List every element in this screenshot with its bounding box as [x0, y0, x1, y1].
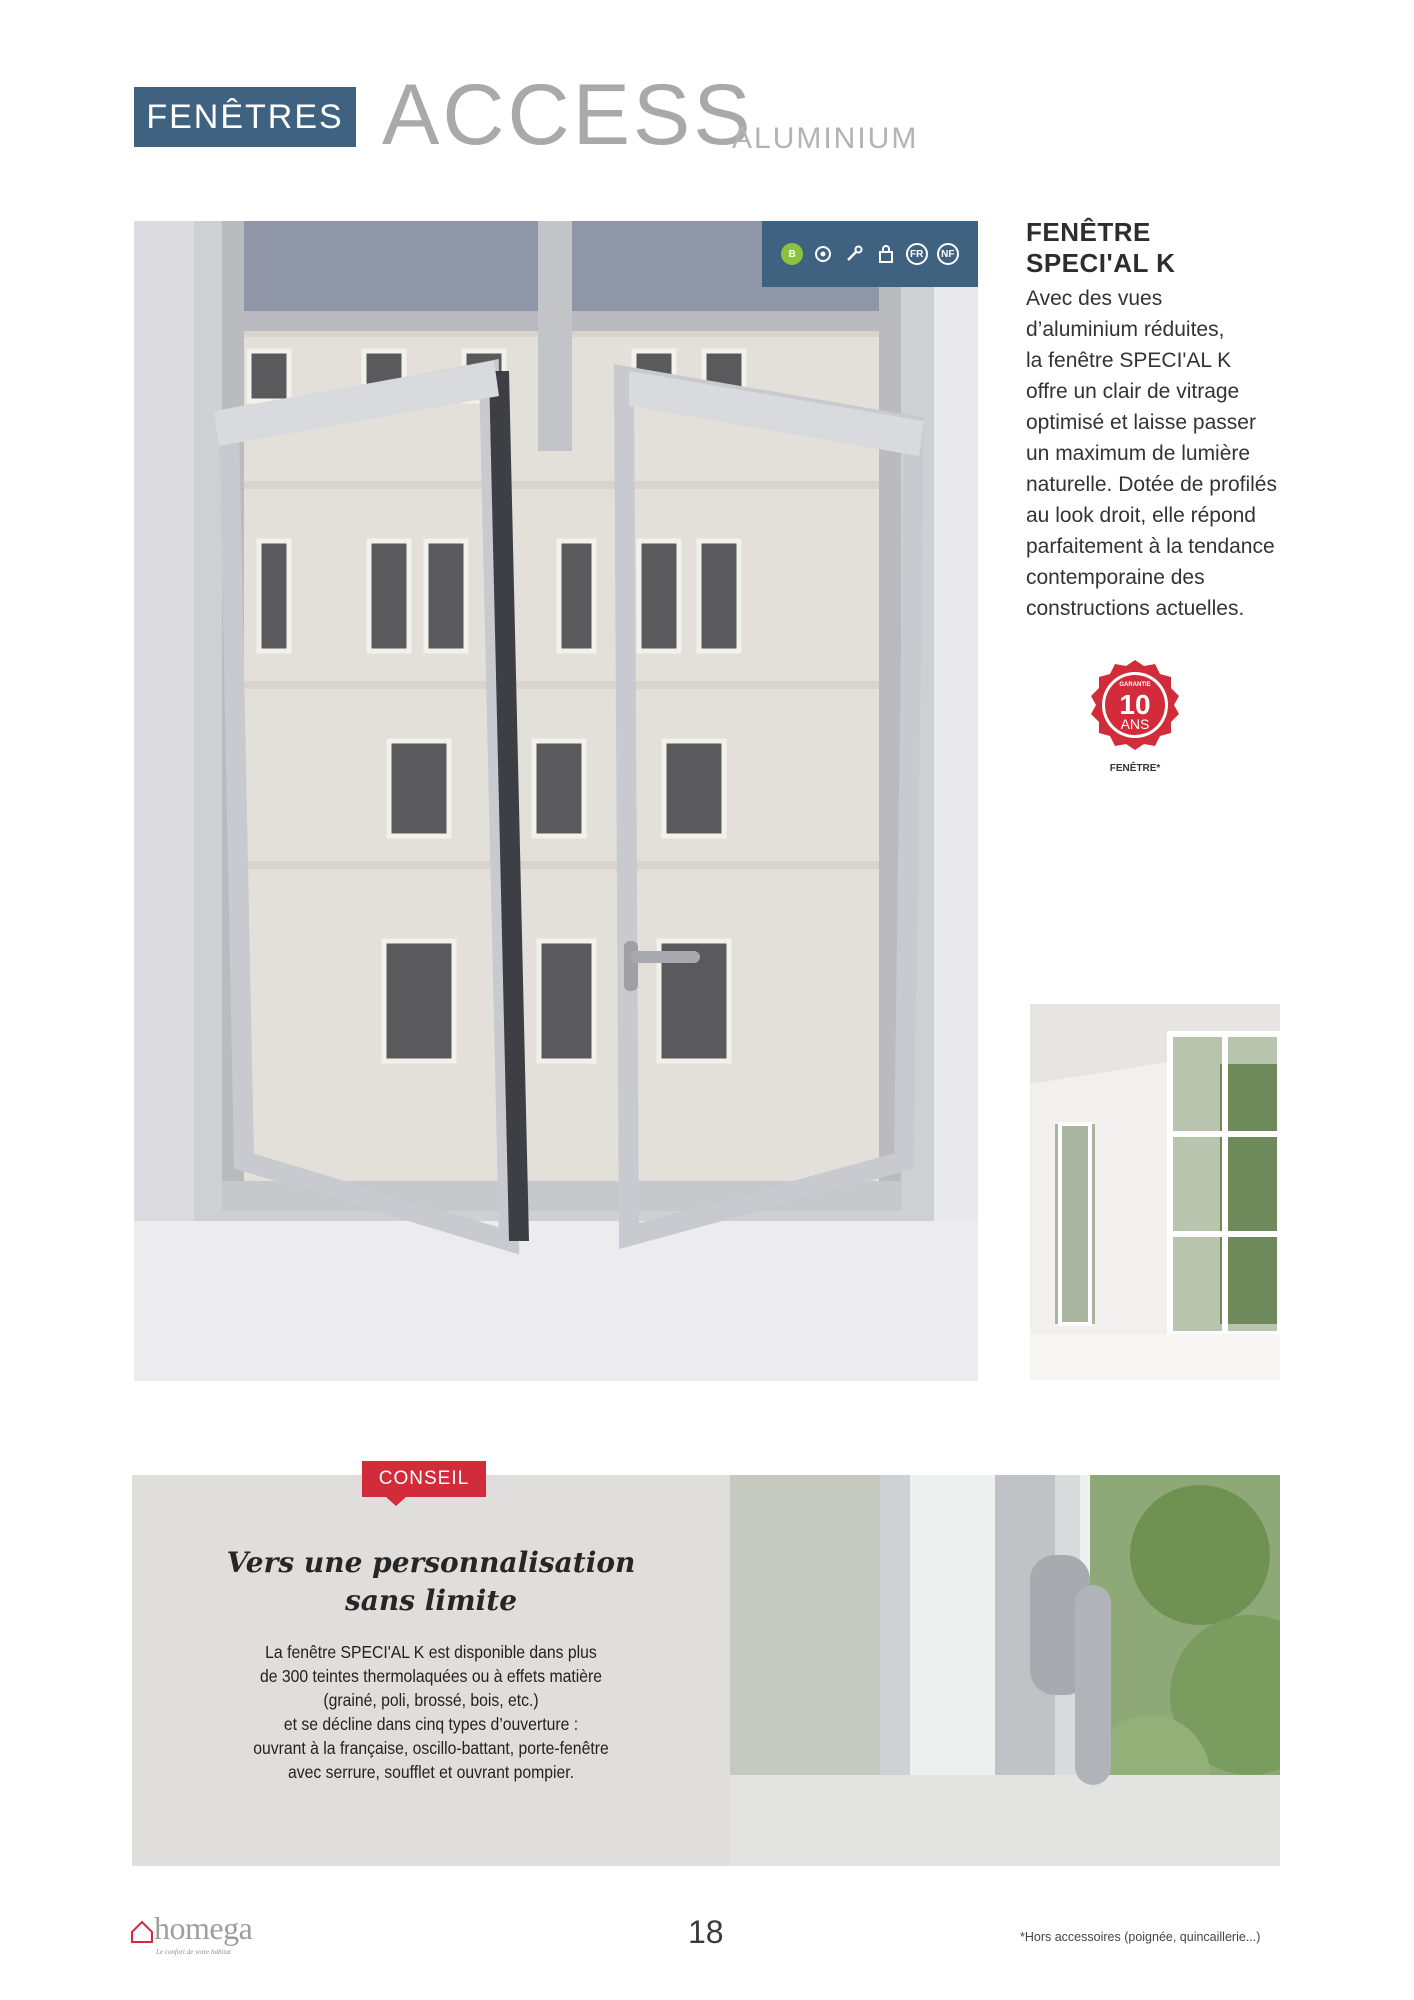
warranty-label: GARANTIE [1119, 682, 1151, 688]
house-icon [130, 1918, 154, 1944]
acoustic-icon [812, 243, 834, 265]
advice-title: Vers une personnalisation sans limite [226, 1546, 636, 1617]
fr-label-icon: FR [906, 243, 928, 265]
b-label-icon: B [781, 243, 803, 265]
brand-logo [130, 1910, 253, 1956]
material-subtitle: ALUMINIUM [732, 122, 919, 155]
brand-name: homega [154, 1910, 253, 1946]
brand-tagline: Le confort de votre habitat [156, 1948, 231, 1956]
warranty-caption: FENÊTRE* [1109, 763, 1161, 774]
advice-tag-pointer [386, 1497, 406, 1506]
advice-body: La fenêtre SPECI'AL K est disponible dans plus de 300 teintes thermolaquées ou à effets matière (grainé, poli, brossé, bois, etc.) et se décline dans cinq types d’ouverture : ouvrant à la française, oscillo-battant, porte-fenêtre avec serrure, soufflet et ouvrant pompier. [253, 1642, 609, 1782]
range-title: ACCESS [382, 67, 754, 163]
product-title: FENÊTRE SPECI'AL K [1026, 217, 1176, 278]
wrench-icon [843, 243, 865, 265]
warranty-years: 10 [1119, 689, 1151, 720]
product-description: Avec des vues d’aluminium réduites, la fenêtre SPECI'AL K offre un clair de vitrage optimisé et laisse passer un maximum de lumière naturelle. Dotée de profilés au look droit, elle répond parfaitement à la tendance contemporaine des constructions actuelles. [1026, 287, 1277, 620]
handle-photo [730, 1475, 1280, 1866]
footnote: *Hors accessoires (poignée, quincaillerie...) [1020, 1930, 1261, 1944]
certification-strip [762, 221, 978, 287]
advice-tag: CONSEIL [362, 1461, 486, 1497]
lock-icon [875, 243, 897, 265]
warranty-unit: ANS [1120, 716, 1150, 732]
warranty-seal [1088, 658, 1182, 752]
main-window-photo [134, 221, 978, 1381]
interior-photo [1030, 1004, 1280, 1380]
nf-label-icon: NF [937, 243, 959, 265]
category-badge: FENÊTRES [134, 87, 356, 147]
page-number: 18 [688, 1914, 724, 1950]
